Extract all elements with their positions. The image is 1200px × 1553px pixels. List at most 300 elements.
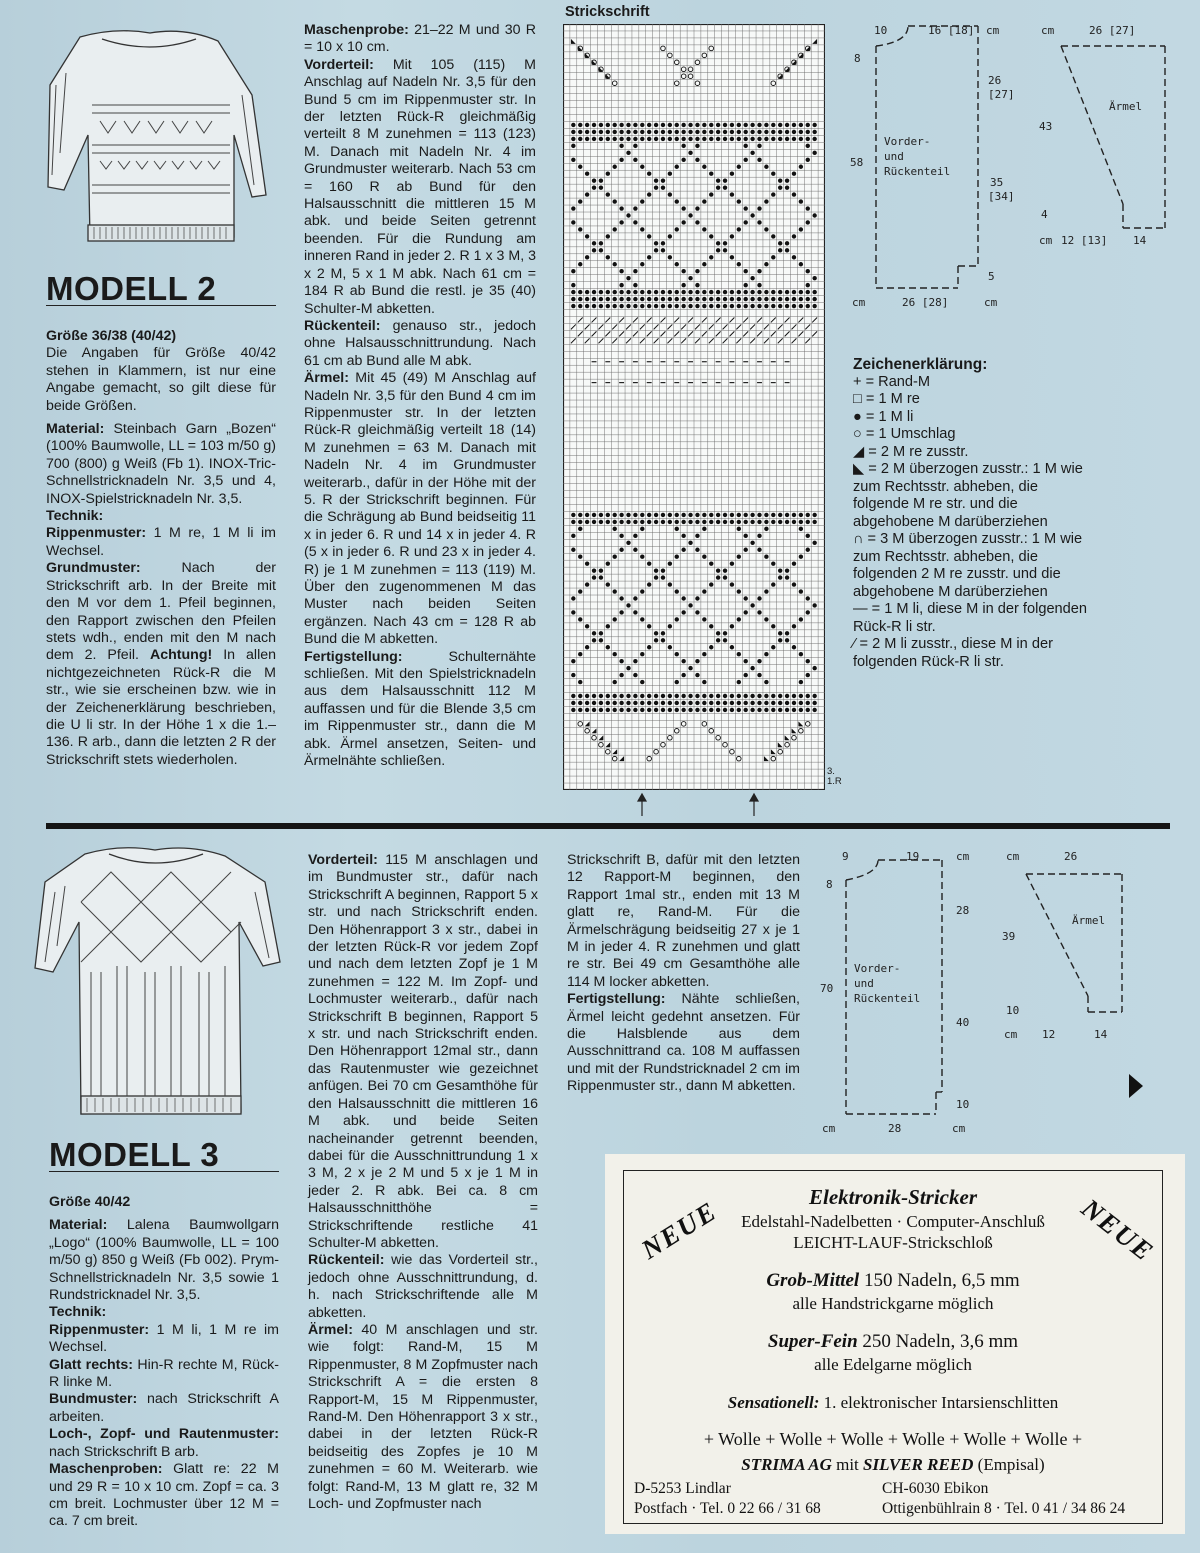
purl-symbol [702,297,706,301]
purl-symbol [806,673,810,677]
purl-symbol [675,130,679,134]
svg-text:cm: cm [1004,1028,1018,1041]
purl-symbol [799,227,803,231]
svg-text:26: 26 [1064,850,1078,863]
ad-fein: Super-Fein 250 Nadeln, 3,6 mm [767,1331,1019,1352]
purl-symbol [619,673,623,677]
advertisement-frame [623,1170,1163,1524]
purl-symbol [785,178,789,182]
purl-symbol [654,185,658,189]
purl-symbol [647,304,651,308]
purl-symbol [606,701,610,705]
purl-symbol [778,178,782,182]
purl-symbol [806,144,810,148]
purl-symbol [757,548,761,552]
purl-symbol [757,290,761,294]
purl-symbol [640,199,644,203]
purl-symbol [633,137,637,141]
purl-symbol [723,123,727,127]
purl-symbol [578,290,582,294]
purl-symbol [812,708,816,712]
purl-symbol [764,652,768,656]
achtung-text: In allen nichtgezeichneten Rück-R die M str., wie sie erscheinen bzw. wie in der Zeichenerklärung beschrieben, die U li str. In der Höhe 1 x die 1.–136. R arb., dann die letzten 2 R der Strickschrift stets wiederholen. [46,647,277,768]
purl-symbol [640,290,644,294]
purl-symbol [757,130,761,134]
purl-symbol [599,130,603,134]
purl-symbol [613,262,617,266]
bund-label: Bundmuster: [49,1391,138,1408]
svg-text:39: 39 [1002,930,1016,943]
purl-symbol [709,582,713,586]
purl-symbol [750,304,754,308]
purl-symbol [585,304,589,308]
purl-symbol [785,123,789,127]
svg-text:Ärmel: Ärmel [1072,914,1106,927]
legend-title: Zeichenerklärung: [853,356,988,373]
purl-symbol [619,513,623,517]
material-text: Lalena Baumwollgarn „Logo“ (100% Baumwolle, LL = 100 m/50 g) 850 g Weiß (Fb 002). Prym-Schnellstricknadeln Nr. 3,5 sowie 1 Rundstricknadel Nr. 3,5. [49,1217,279,1304]
modell2-title-rule [46,305,276,306]
purl-symbol [757,144,761,148]
purl-symbol [668,234,672,238]
purl-symbol [681,673,685,677]
purl-symbol [640,304,644,308]
purl-symbol [792,520,796,524]
purl-symbol [619,137,623,141]
purl-symbol [785,304,789,308]
purl-symbol [592,631,596,635]
purl-symbol [654,130,658,134]
purl-symbol [716,694,720,698]
legend-item: ○ = 1 Umschlag [853,426,956,442]
purl-symbol [806,701,810,705]
purl-symbol [757,297,761,301]
purl-symbol [571,520,575,524]
purl-symbol [792,255,796,259]
purl-symbol [757,659,761,663]
purl-symbol [716,575,720,579]
schema-body-modell2 [846,18,1016,318]
next-page-arrow-icon[interactable] [1126,1072,1146,1100]
purl-symbol [654,248,658,252]
svg-text:12: 12 [1042,1028,1056,1041]
purl-symbol [716,631,720,635]
purl-symbol [688,130,692,134]
purl-symbol [613,165,617,169]
purl-symbol [702,304,706,308]
purl-symbol [792,172,796,176]
purl-symbol [606,708,610,712]
vorder-text: Mit 105 (115) M Anschlag auf Nadeln Nr. 3,5 für den Bund 5 cm im Rippenmuster str. In der letzten Rück-R gleichmäßig verteilt 8 M zunehmen = 113 (123) M. Danach mit Nadeln Nr. 4 im Grundmuster weiterarb. Nach 53 cm = 160 R ab Bund für den Halsausschnitt die mittleren 15 M abk. und beide Seiten getrennt beenden. Für die Rundung am inneren Rand in jeder 2. R 1 x 3 M, 3 x 2 M, 5 x 1 M abk. Nach 61 cm = 184 R ab Bund die restl. je 35 (40) Schulter-M abketten. [304,56,536,317]
purl-symbol [806,659,810,663]
purl-symbol [688,694,692,698]
purl-symbol [633,534,637,538]
purl-symbol [668,624,672,628]
rueck-text: wie das Vorderteil str., jedoch ohne Ausschnittrundung, d. h. nach Strickschriftende alle M abketten. [308,1252,538,1321]
purl-symbol [592,520,596,524]
purl-symbol [695,130,699,134]
purl-symbol [599,123,603,127]
purl-symbol [702,137,706,141]
purl-symbol [695,701,699,705]
svg-text:14: 14 [1094,1028,1108,1041]
purl-symbol [626,130,630,134]
purl-symbol [716,297,720,301]
purl-symbol [702,130,706,134]
purl-symbol [681,297,685,301]
purl-symbol [688,541,692,545]
purl-symbol [668,130,672,134]
purl-symbol [647,297,651,301]
purl-symbol [681,701,685,705]
svg-text:cm: cm [956,850,970,863]
material-label: Material: [46,421,105,438]
purl-symbol [599,290,603,294]
purl-symbol [661,290,665,294]
ad-company: STRIMA AG mit SILVER REED (Empisal) [741,1455,1045,1474]
purl-symbol [592,290,596,294]
purl-symbol [764,123,768,127]
dim-label: [27] [988,88,1015,101]
purl-symbol [668,304,672,308]
purl-symbol [619,548,623,552]
purl-symbol [626,513,630,517]
purl-symbol [613,227,617,231]
legend [853,356,1093,671]
purl-symbol [806,158,810,162]
purl-symbol [806,548,810,552]
purl-symbol [599,694,603,698]
purl-symbol [799,513,803,517]
purl-symbol [730,708,734,712]
purl-symbol [812,701,816,705]
purl-symbol [730,624,734,628]
vorder-label: Vorderteil: [304,56,374,73]
purl-symbol [668,290,672,294]
purl-symbol [571,158,575,162]
purl-symbol [571,283,575,287]
purl-symbol [792,304,796,308]
purl-symbol [633,206,637,210]
purl-symbol [633,673,637,677]
purl-symbol [688,666,692,670]
purl-symbol [571,548,575,552]
purl-symbol [764,130,768,134]
purl-symbol [737,617,741,621]
purl-symbol [668,255,672,259]
fertig-label: Fertigstellung: [567,991,666,1008]
size-text: Die Angaben für Größe 40/42 stehen in Klammern, ist nur eine Angabe gemacht, so gilt diese für beide Größen. [46,345,276,414]
purl-symbol [757,123,761,127]
purl-symbol [806,283,810,287]
purl-symbol [792,123,796,127]
purl-symbol [737,130,741,134]
purl-symbol [578,137,582,141]
purl-symbol [695,290,699,294]
svg-text:Rückenteil: Rückenteil [854,992,921,1005]
purl-symbol [785,241,789,245]
purl-symbol [695,144,699,148]
purl-symbol [592,178,596,182]
purl-symbol [771,290,775,294]
rueck-label: Rückenteil: [308,1252,385,1269]
purl-symbol [585,520,589,524]
aermel-text: 40 M anschlagen und str. wie folgt: Rand-M, 15 M Rippenmuster, 8 M Zopfmuster nach Strickschrift A = die ersten 8 Rapport-M, 15 M Rippenmuster, Rand-M. Den Höhenrapport 3 x str., dabei in der letzten Rück-R beidseitig des Zopfes je 10 M zunehmen = 60 M. Weiterarb. wie folgt: Rand-M, 13 M glatt re, 32 M Loch- und Zopfmuster nach [308,1321,538,1513]
purl-symbol [661,631,665,635]
purl-symbol [578,694,582,698]
purl-symbol [744,297,748,301]
purl-symbol [771,561,775,565]
purl-symbol [730,192,734,196]
aermel-label: Ärmel: [308,1321,353,1338]
purl-symbol [764,680,768,684]
purl-symbol [744,513,748,517]
purl-symbol [764,589,768,593]
purl-symbol [778,568,782,572]
purl-symbol [571,513,575,517]
purl-symbol [681,290,685,294]
purl-symbol [771,297,775,301]
purl-symbol [633,610,637,614]
purl-symbol [661,568,665,572]
purl-symbol [585,582,589,586]
purl-symbol [806,297,810,301]
purl-symbol [606,255,610,259]
purl-symbol [619,290,623,294]
purl-symbol [619,220,623,224]
purl-symbol [723,248,727,252]
purl-symbol [723,701,727,705]
purl-symbol [613,513,617,517]
purl-symbol [675,297,679,301]
purl-symbol [688,137,692,141]
purl-symbol [737,680,741,684]
purl-symbol [606,561,610,565]
purl-symbol [785,137,789,141]
purl-symbol [785,575,789,579]
schema-body-modell3 [818,844,988,1139]
purl-symbol [785,638,789,642]
purl-symbol [695,269,699,273]
purl-symbol [626,304,630,308]
purl-symbol [640,137,644,141]
purl-symbol [668,561,672,565]
schema-sleeve-modell2 [1035,18,1185,258]
purl-symbol [702,652,706,656]
purl-symbol [785,130,789,134]
material-text: Steinbach Garn „Bozen“ (100% Baumwolle, LL = 103 m/50 g) 700 (800) g Weiß (Fb 1). INOX-Tric-Schnellstricknadeln Nr. 3,5 und 4, INOX-Spielstricknadeln Nr. 3,5. [46,421,276,507]
purl-symbol [654,178,658,182]
purl-symbol [792,561,796,565]
purl-symbol [633,548,637,552]
purl-symbol [737,589,741,593]
purl-symbol [702,513,706,517]
purl-symbol [640,555,644,559]
proben-text: Glatt re: 22 M und 29 R = 10 x 10 cm. Zopf = ca. 3 cm breit. Lochmuster über 12 M = ca. 7 cm breit. [49,1461,279,1530]
purl-symbol [578,708,582,712]
purl-symbol [778,513,782,517]
schema-sleeve-modell3 [1000,844,1150,1044]
purl-symbol [785,185,789,189]
purl-symbol [812,137,816,141]
purl-symbol [695,610,699,614]
purl-symbol [723,568,727,572]
purl-symbol [723,520,727,524]
purl-symbol [744,659,748,663]
purl-symbol [709,123,713,127]
purl-symbol [716,304,720,308]
purl-symbol [716,137,720,141]
purl-symbol [688,123,692,127]
purl-symbol [606,624,610,628]
purl-symbol [709,624,713,628]
purl-symbol [647,701,651,705]
purl-symbol [633,304,637,308]
sweater-illustration-modell2 [20,25,280,270]
purl-symbol [723,130,727,134]
purl-symbol [661,708,665,712]
purl-symbol [654,575,658,579]
purl-symbol [626,137,630,141]
purl-symbol [613,652,617,656]
purl-symbol [723,304,727,308]
purl-symbol [771,123,775,127]
purl-symbol [647,624,651,628]
purl-symbol [702,589,706,593]
purl-symbol [792,234,796,238]
purl-symbol [744,283,748,287]
purl-symbol [688,603,692,607]
purl-symbol [785,568,789,572]
rippen-text: 1 M re, 1 M li im Wechsel. [46,525,276,559]
purl-symbol [723,708,727,712]
purl-symbol [613,708,617,712]
purl-symbol [799,520,803,524]
purl-symbol [709,297,713,301]
purl-symbol [640,513,644,517]
purl-symbol [640,694,644,698]
purl-symbol [716,178,720,182]
svg-text:19: 19 [906,850,920,863]
purl-symbol [668,645,672,649]
dim-label: cm [852,296,866,309]
purl-symbol [675,652,679,656]
purl-symbol [571,290,575,294]
purl-symbol [737,513,741,517]
purl-symbol [578,130,582,134]
purl-symbol [571,137,575,141]
purl-symbol [695,659,699,663]
legend-item: + = Rand-M [853,373,931,390]
purl-symbol [675,123,679,127]
purl-symbol [764,555,768,559]
purl-symbol [737,297,741,301]
purl-symbol [792,130,796,134]
dim-label: [34] [988,190,1015,203]
purl-symbol [668,137,672,141]
purl-symbol [688,520,692,524]
purl-symbol [626,276,630,280]
purl-symbol [633,123,637,127]
purl-symbol [764,520,768,524]
svg-text:9: 9 [842,850,849,863]
purl-symbol [764,527,768,531]
purl-symbol [585,290,589,294]
purl-symbol [695,513,699,517]
purl-symbol [654,568,658,572]
fertig-text: Nähte schließen, Ärmel leicht gedehnt ansetzen. Für die Halsblende aus dem Ausschnittrand ca. 108 M auffassen und mit der Rundstricknadel 2 cm im Rippenmuster str., dann M abketten. [567,991,800,1095]
purl-symbol [778,701,782,705]
purl-symbol [750,213,754,217]
purl-symbol [792,192,796,196]
purl-symbol [750,130,754,134]
purl-symbol [626,123,630,127]
purl-symbol [750,708,754,712]
purl-symbol [633,220,637,224]
purl-symbol [792,694,796,698]
purl-symbol [812,694,816,698]
purl-symbol [633,708,637,712]
purl-symbol [681,130,685,134]
purl-symbol [744,694,748,698]
purl-symbol [585,513,589,517]
purl-symbol [633,158,637,162]
purl-symbol [785,520,789,524]
purl-symbol [757,673,761,677]
purl-symbol [647,694,651,698]
purl-symbol [806,269,810,273]
purl-symbol [613,123,617,127]
dim-label: cm [986,24,1000,37]
purl-symbol [613,304,617,308]
purl-symbol [799,304,803,308]
purl-symbol [730,297,734,301]
svg-text:cm: cm [822,1122,836,1135]
purl-symbol [812,541,816,545]
purl-symbol [744,701,748,705]
purl-symbol [613,297,617,301]
purl-symbol [764,708,768,712]
purl-symbol [606,192,610,196]
purl-symbol [606,513,610,517]
purl-symbol [764,199,768,203]
legend-item: ∩ = 3 M überzogen zusstr.: 1 M wie zum Rechtsstr. abheben, die folgenden 2 M re zusstr. und die abgehobene M darüberziehen [853,531,1083,600]
purl-symbol [606,520,610,524]
purl-symbol [681,520,685,524]
purl-symbol [702,694,706,698]
purl-symbol [578,652,582,656]
purl-symbol [633,701,637,705]
legend-item: — = 1 M li, diese M in der folgenden Rück-R li str. [853,601,1088,635]
purl-symbol [709,255,713,259]
ad-sensationell: Sensationell: 1. elektronischer Intarsienschlitten [727,1393,1059,1412]
sweater-illustration-modell3 [25,842,290,1122]
schema-label: Vorder- [884,135,931,148]
purl-symbol [806,534,810,538]
purl-symbol [681,144,685,148]
purl-symbol [633,596,637,600]
purl-symbol [709,694,713,698]
purl-symbol [744,269,748,273]
purl-symbol [619,123,623,127]
modell3-title-rule [49,1171,279,1172]
purl-symbol [744,290,748,294]
purl-symbol [592,185,596,189]
ad-wolle: + Wolle + Wolle + Wolle + Wolle + Wolle + Wolle + [703,1429,1083,1449]
purl-symbol [585,708,589,712]
purl-symbol [599,568,603,572]
purl-symbol [619,708,623,712]
